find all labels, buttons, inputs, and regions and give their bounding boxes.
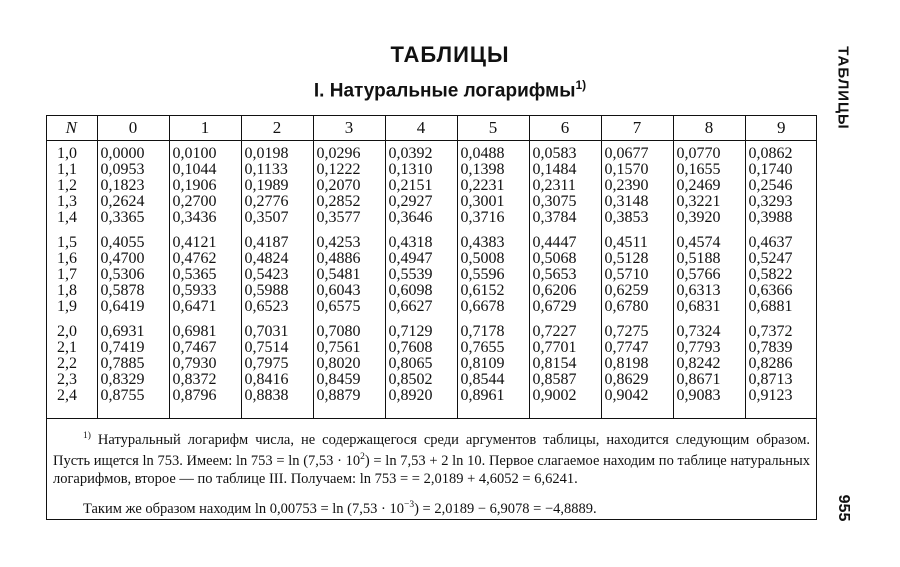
row-argument: 2,4	[57, 387, 77, 404]
column-header: 4	[385, 115, 457, 141]
table-cell: 0,5068	[529, 251, 601, 267]
table-row	[46, 141, 817, 163]
table-cell: 0,1310	[385, 162, 457, 178]
table-cell: 0,5710	[601, 267, 673, 283]
row-argument: 2,3	[57, 371, 77, 388]
table-cell: 0,8109	[457, 356, 529, 372]
table-cell: 0,2776	[241, 194, 313, 210]
table-row	[46, 356, 817, 372]
table-cell: 0,9123	[745, 388, 817, 419]
footnote	[53, 428, 810, 488]
table-cell: 0,0392	[385, 141, 457, 163]
table-cell: 0,7275	[601, 315, 673, 340]
page-number	[829, 488, 857, 528]
table-cell: 0,8920	[385, 388, 457, 419]
table-cell: 0,8629	[601, 372, 673, 388]
table-row	[46, 226, 817, 251]
table-cell: 0,9002	[529, 388, 601, 419]
table-cell: 0,8796	[169, 388, 241, 419]
footnote-reference: 1)	[575, 78, 587, 92]
table-cell: 0,1655	[673, 162, 745, 178]
table-cell: 0,7467	[169, 340, 241, 356]
column-header: 5	[457, 115, 529, 141]
table-cell: 0,0770	[673, 141, 745, 163]
table-cell: 0,1823	[97, 178, 169, 194]
table-cell: 0,3075	[529, 194, 601, 210]
table-cell: 0,6678	[457, 299, 529, 315]
table-cell: 0,7655	[457, 340, 529, 356]
table-cell: 0,6471	[169, 299, 241, 315]
page-title: ТАБЛИЦЫ	[390, 42, 510, 67]
table-cell: 0,3577	[313, 210, 385, 226]
table-cell: 0,8671	[673, 372, 745, 388]
table-cell: 0,3148	[601, 194, 673, 210]
row-argument: 1,2	[57, 177, 77, 194]
table-cell: 0,5306	[97, 267, 169, 283]
footnote-divider	[46, 418, 817, 419]
table-cell: 0,6043	[313, 283, 385, 299]
table-cell: 0,8879	[313, 388, 385, 419]
table-cell: 0,7031	[241, 315, 313, 340]
section-title-text: I. Натуральные логарифмы	[313, 80, 576, 102]
table-cell: 0,7885	[97, 356, 169, 372]
table-cell: 0,7839	[745, 340, 817, 356]
table-cell: 0,1398	[457, 162, 529, 178]
table-cell: 0,5247	[745, 251, 817, 267]
table-cell: 0,6729	[529, 299, 601, 315]
table-row	[46, 251, 817, 267]
table-cell: 0,2151	[385, 178, 457, 194]
table-cell: 0,4886	[313, 251, 385, 267]
table-cell: 0,5539	[385, 267, 457, 283]
table-cell: 0,0296	[313, 141, 385, 163]
table-cell: 0,4253	[313, 226, 385, 251]
row-argument: 2,1	[57, 339, 77, 356]
table-cell: 0,3365	[97, 210, 169, 226]
table-cell: 0,5423	[241, 267, 313, 283]
table-cell: 0,1570	[601, 162, 673, 178]
table-cell: 0,2231	[457, 178, 529, 194]
row-argument: 1,4	[57, 209, 77, 226]
table-cell: 0,8286	[745, 356, 817, 372]
table-cell: 0,3646	[385, 210, 457, 226]
table-cell: 0,7324	[673, 315, 745, 340]
table-cell: 0,2469	[673, 178, 745, 194]
table-cell: 0,5878	[97, 283, 169, 299]
table-cell: 0,4318	[385, 226, 457, 251]
table-cell: 0,4574	[673, 226, 745, 251]
table-cell: 0,7080	[313, 315, 385, 340]
table-cell: 0,2311	[529, 178, 601, 194]
footnote-example-text-1: Таким же образом находим ln 0,00753 = ln (7,53 · 10	[83, 500, 404, 517]
row-argument: 1,5	[57, 234, 77, 251]
table-cell: 0,7514	[241, 340, 313, 356]
table-cell: 0,3920	[673, 210, 745, 226]
logarithm-table	[46, 115, 817, 419]
table-cell: 0,2624	[97, 194, 169, 210]
table-cell: 0,8020	[313, 356, 385, 372]
table-cell: 0,7793	[673, 340, 745, 356]
table-cell: 0,6627	[385, 299, 457, 315]
table-cell: 0,1989	[241, 178, 313, 194]
table-cell: 0,8329	[97, 372, 169, 388]
table-cell: 0,3716	[457, 210, 529, 226]
table-cell: 0,6152	[457, 283, 529, 299]
column-header: 9	[745, 115, 817, 141]
table-row	[46, 340, 817, 356]
table-cell: 0,0000	[97, 141, 169, 163]
table-cell: 0,7975	[241, 356, 313, 372]
footnote-exponent-1: 2	[360, 452, 365, 463]
footnote-text-1: Натуральный логарифм числа, не содержащегося среди аргументов таблицы, находится следующим образом. Пусть ищется ln 753. Имеем: ln 753 = ln (7,53 · 10	[53, 431, 810, 470]
table-cell: 0,5988	[241, 283, 313, 299]
page-number-text: 955	[835, 494, 852, 522]
column-header: 6	[529, 115, 601, 141]
table-cell: 0,7419	[97, 340, 169, 356]
table-cell: 0,5822	[745, 267, 817, 283]
table-cell: 0,5188	[673, 251, 745, 267]
table-cell: 0,7178	[457, 315, 529, 340]
row-argument: 2,0	[57, 323, 77, 340]
row-argument: 1,0	[57, 145, 77, 162]
table-cell: 0,4700	[97, 251, 169, 267]
footnote-example-text-2: ) = 2,0189 − 6,9078 = −4,8889.	[414, 500, 597, 517]
table-cell: 0,8198	[601, 356, 673, 372]
table-cell: 0,2390	[601, 178, 673, 194]
column-header: 8	[673, 115, 745, 141]
table-cell: 0,4447	[529, 226, 601, 251]
table-row	[46, 372, 817, 388]
table-cell: 0,2546	[745, 178, 817, 194]
table-cell: 0,5596	[457, 267, 529, 283]
table-cell: 0,7561	[313, 340, 385, 356]
table-cell: 0,1222	[313, 162, 385, 178]
table-cell: 0,5008	[457, 251, 529, 267]
table-cell: 0,5481	[313, 267, 385, 283]
table-cell: 0,7608	[385, 340, 457, 356]
table-cell: 0,8459	[313, 372, 385, 388]
table-cell: 0,1906	[169, 178, 241, 194]
table-cell: 0,0488	[457, 141, 529, 163]
table-cell: 0,5933	[169, 283, 241, 299]
table-cell: 0,3436	[169, 210, 241, 226]
table-cell: 0,6206	[529, 283, 601, 299]
row-argument: 1,6	[57, 250, 77, 267]
table-cell: 0,8372	[169, 372, 241, 388]
table-cell: 0,6313	[673, 283, 745, 299]
table-row	[46, 162, 817, 178]
table-cell: 0,0100	[169, 141, 241, 163]
column-header: 3	[313, 115, 385, 141]
table-cell: 0,1484	[529, 162, 601, 178]
row-argument: 1,3	[57, 193, 77, 210]
table-cell: 0,6366	[745, 283, 817, 299]
table-cell: 0,6523	[241, 299, 313, 315]
table-cell: 0,7747	[601, 340, 673, 356]
section-title	[0, 78, 900, 102]
table-cell: 0,8587	[529, 372, 601, 388]
table-cell: 0,1044	[169, 162, 241, 178]
table-cell: 0,2852	[313, 194, 385, 210]
table-cell: 0,8838	[241, 388, 313, 419]
table-cell: 0,8755	[97, 388, 169, 419]
table-cell: 0,4947	[385, 251, 457, 267]
table-cell: 0,3853	[601, 210, 673, 226]
row-argument: 1,8	[57, 282, 77, 299]
table-cell: 0,9042	[601, 388, 673, 419]
table-cell: 0,9083	[673, 388, 745, 419]
table-cell: 0,5365	[169, 267, 241, 283]
table-cell: 0,3988	[745, 210, 817, 226]
table-cell: 0,4637	[745, 226, 817, 251]
table-cell: 0,7930	[169, 356, 241, 372]
table-cell: 0,8713	[745, 372, 817, 388]
table-cell: 0,0198	[241, 141, 313, 163]
table-cell: 0,8502	[385, 372, 457, 388]
table-cell: 0,1133	[241, 162, 313, 178]
table-cell: 0,2700	[169, 194, 241, 210]
table-cell: 0,6931	[97, 315, 169, 340]
table-cell: 0,8242	[673, 356, 745, 372]
table-row	[46, 178, 817, 194]
table-cell: 0,2927	[385, 194, 457, 210]
table-row	[46, 299, 817, 315]
table-cell: 0,0862	[745, 141, 817, 163]
side-running-head	[829, 48, 857, 128]
table-cell: 0,7227	[529, 315, 601, 340]
table-cell: 0,3507	[241, 210, 313, 226]
table-cell: 0,7129	[385, 315, 457, 340]
table-cell: 0,0677	[601, 141, 673, 163]
table-cell: 0,4824	[241, 251, 313, 267]
table-cell: 0,8961	[457, 388, 529, 419]
table-cell: 0,5128	[601, 251, 673, 267]
table-row	[46, 194, 817, 210]
table-cell: 0,5653	[529, 267, 601, 283]
table-row	[46, 388, 817, 419]
column-header: 2	[241, 115, 313, 141]
row-argument: 2,2	[57, 355, 77, 372]
table-cell: 0,6780	[601, 299, 673, 315]
table-cell: 0,3001	[457, 194, 529, 210]
table-cell: 0,7701	[529, 340, 601, 356]
table-cell: 0,5766	[673, 267, 745, 283]
table-row	[46, 283, 817, 299]
table-row	[46, 267, 817, 283]
column-header-n: N	[46, 115, 97, 141]
table-cell: 0,8416	[241, 372, 313, 388]
table-cell: 0,6981	[169, 315, 241, 340]
row-argument: 1,7	[57, 266, 77, 283]
footnote-exponent-2: −3	[403, 500, 415, 510]
column-header: 1	[169, 115, 241, 141]
table-cell: 0,8154	[529, 356, 601, 372]
table-row	[46, 315, 817, 340]
row-argument: 1,1	[57, 161, 77, 178]
table-cell: 0,8544	[457, 372, 529, 388]
table-cell: 0,7372	[745, 315, 817, 340]
column-header: 7	[601, 115, 673, 141]
table-cell: 0,8065	[385, 356, 457, 372]
table-cell: 0,3221	[673, 194, 745, 210]
table-cell: 0,6881	[745, 299, 817, 315]
table-header-row	[46, 115, 817, 141]
table-cell: 0,4121	[169, 226, 241, 251]
table-cell: 0,6575	[313, 299, 385, 315]
table-cell: 0,0583	[529, 141, 601, 163]
table-row	[46, 210, 817, 226]
footnote-mark: 1)	[83, 431, 91, 441]
table-cell: 0,4055	[97, 226, 169, 251]
side-running-head-text: ТАБЛИЦЫ	[834, 46, 852, 130]
table-cell: 0,6259	[601, 283, 673, 299]
table-cell: 0,2070	[313, 178, 385, 194]
table-cell: 0,4187	[241, 226, 313, 251]
table-cell: 0,3784	[529, 210, 601, 226]
footnote-text-2: ) = ln 7,53 + 2 ln 10. Первое слагаемое находим по таблице натуральных логарифмов, второе — по таблице III. Получаем: ln 753 = = 2,0189 + 4,6052 = 6,6241.	[53, 453, 810, 487]
table-cell: 0,4762	[169, 251, 241, 267]
table-cell: 0,4383	[457, 226, 529, 251]
column-header: 0	[97, 115, 169, 141]
table-cell: 0,6098	[385, 283, 457, 299]
table-cell: 0,4511	[601, 226, 673, 251]
row-argument: 1,9	[57, 298, 77, 315]
footnote-example	[53, 497, 810, 518]
table-cell: 0,6419	[97, 299, 169, 315]
table-cell: 0,1740	[745, 162, 817, 178]
table-cell: 0,6831	[673, 299, 745, 315]
table-cell: 0,3293	[745, 194, 817, 210]
table-cell: 0,0953	[97, 162, 169, 178]
